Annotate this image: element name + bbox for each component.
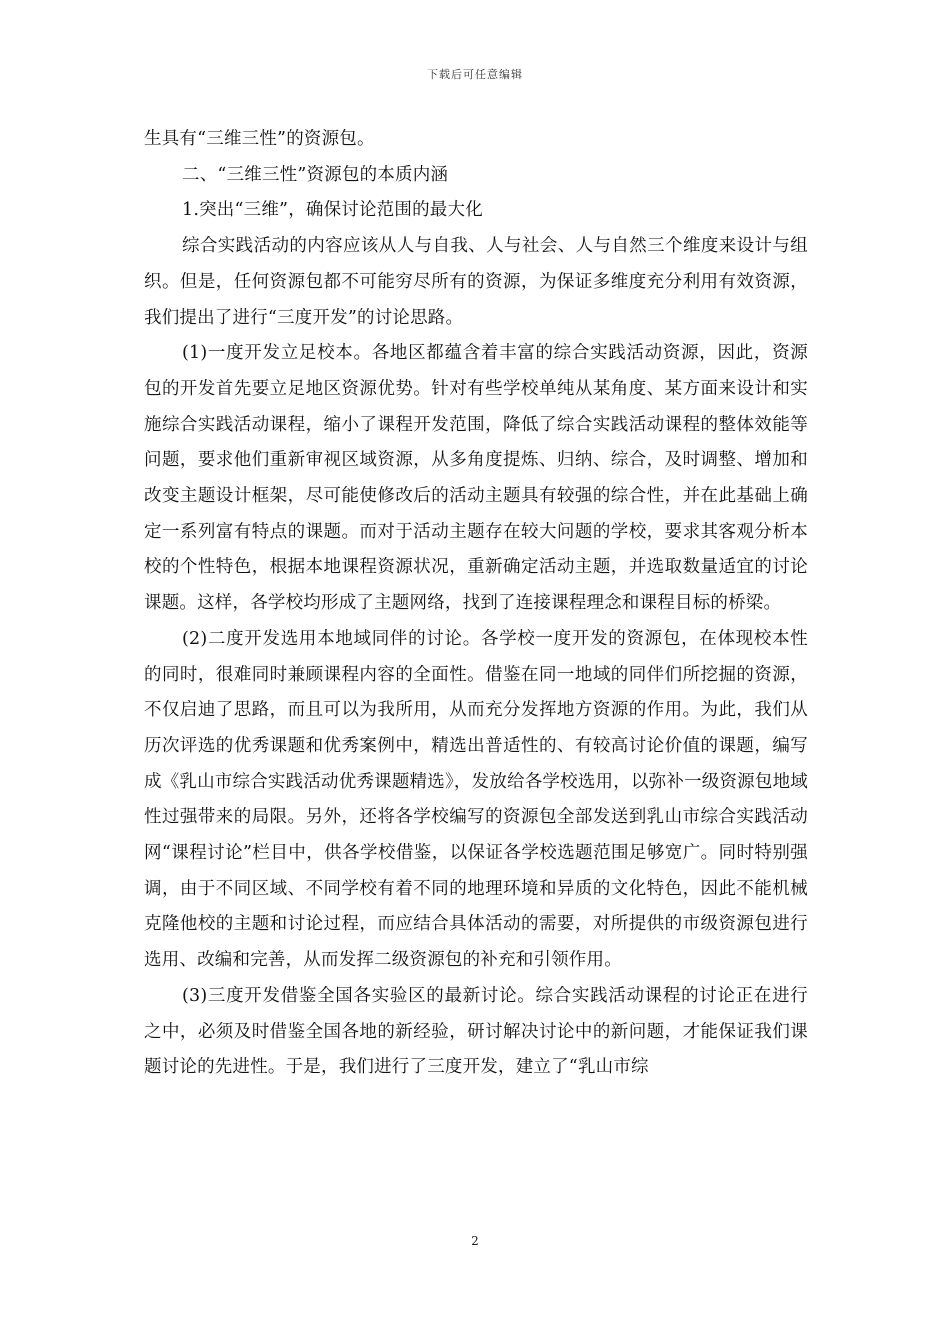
- body-text: [144, 122, 808, 1086]
- subsection-heading: 1.突出“三维”，确保讨论范围的最大化: [182, 200, 483, 221]
- section-heading: 二、“三维三性”资源包的本质内涵: [182, 164, 449, 185]
- paragraph: (3)三度开发借鉴全国各实验区的最新讨论。综合实践活动课程的讨论正在进行之中，必须及时借鉴全国各地的新经验，研讨解决讨论中的新问题，才能保证我们课题讨论的先进性。于是，我们进行了三度开发，建立了“乳山市综: [144, 985, 808, 1078]
- running-header: 下载后可任意编辑: [427, 68, 523, 81]
- paragraph-continuation: 生具有“三维三性”的资源包。: [144, 129, 375, 149]
- page-number: 2: [471, 1234, 479, 1248]
- paragraph: (1)一度开发立足校本。各地区都蕴含着丰富的综合实践活动资源，因此，资源包的开发首先要立足地区资源优势。针对有些学校单纯从某角度、某方面来设计和实施综合实践活动课程，缩小了课程开发范围，降低了综合实践活动课程的整体效能等问题，要求他们重新审视区域资源，从多角度提炼、归纳、综合，及时调整、增加和改变主题设计框架，尽可能使修改后的活动主题具有较强的综合性，并在此基础上确定一系列富有特点的课题。而对于活动主题存在较大问题的学校，要求其客观分析本校的个性特色，根据本地课程资源状况，重新确定活动主题，并选取数量适宜的讨论课题。这样，各学校均形成了主题网络，找到了连接课程理念和课程目标的桥梁。: [144, 343, 808, 614]
- paragraph: 综合实践活动的内容应该从人与自我、人与社会、人与自然三个维度来设计与组织。但是，任何资源包都不可能穷尽所有的资源，为保证多维度充分利用有效资源，我们提出了进行“三度开发”的讨论思路。: [144, 236, 808, 328]
- paragraph: (2)二度开发选用本地域同伴的讨论。各学校一度开发的资源包，在体现校本性的同时，很难同时兼顾课程内容的全面性。借鉴在同一地域的同伴们所挖掘的资源，不仅启迪了思路，而且可以为我所用，从而充分发挥地方资源的作用。为此，我们从历次评选的优秀课题和优秀案例中，精选出普适性的、有较高讨论价值的课题，编写成《乳山市综合实践活动优秀课题精选》，发放给各学校选用，以弥补一级资源包地域性过强带来的局限。另外，还将各学校编写的资源包全部发送到乳山市综合实践活动网“课程讨论”栏目中，供各学校借鉴，以保证各学校选题范围足够宽广。同时特别强调，由于不同区域、不同学校有着不同的地理环境和异质的文化特色，因此不能机械克隆他校的主题和讨论过程，而应结合具体活动的需要，对所提供的市级资源包进行选用、改编和完善，从而发挥二级资源包的补充和引领作用。: [144, 628, 808, 971]
